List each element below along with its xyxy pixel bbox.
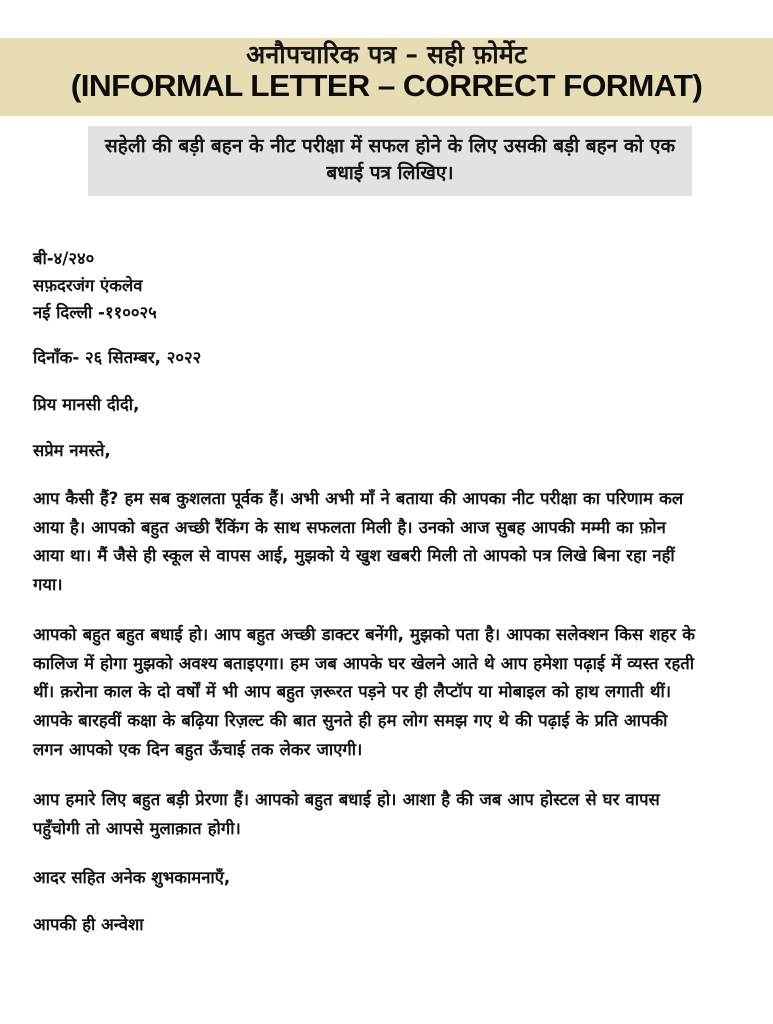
- salutation: प्रिय मानसी दीदी,: [33, 394, 140, 414]
- header-banner: [0, 38, 773, 116]
- signature-line: आपकी ही अन्वेशा: [33, 914, 144, 934]
- address-line-2: सफ़दरजंग एंकलेव: [33, 275, 143, 295]
- date-line: दिनाँक- २६ सितम्बर, २०२२: [33, 347, 202, 367]
- letter-body: [33, 246, 701, 939]
- letter-paragraph-2: आपको बहुत बहुत बधाई हो। आप बहुत अच्छी डाक्टर बनेंगी, मुझको पता है। आपका सलेक्शन किस शहर के कालिज में होगा मुझको अवश्य बताइएगा। हम जब आपके घर खेलने आते थे आप हमेशा पढ़ाई में व्यस्त रहती थीं। क़रोना काल के दो वर्षों में भी आप बहुत ज़रूरत पड़ने पर ही लैप्टॉप या मोबाइल को हाथ लगाती थीं। आपके बारहवीं कक्षा के बढ़िया रिज़ल्ट की बात सुनते ही हम लोग समझ गए थे की पढ़ाई के प्रति आपकी लगन आपको एक दिन बहुत ऊँचाई तक लेकर जाएगी।: [33, 625, 696, 759]
- address-line-3: नई दिल्ली -११००२५: [33, 302, 157, 322]
- address-line-1: बी-४/२४०: [33, 249, 95, 268]
- closing-line: आदर सहित अनेक शुभकामनाएँ,: [33, 868, 231, 888]
- spacer-after-salutation: [33, 418, 701, 438]
- spacer-after-paragraph-3: [33, 843, 701, 865]
- question-prompt-text: सहेली की बड़ी बहन के नीट परीक्षा में सफल होने के लिए उसकी बड़ी बहन को एक बधाई पत्र लिखिए।: [104, 135, 676, 184]
- question-prompt-box: [88, 126, 692, 196]
- letter-paragraph-3: आप हमारे लिए बहुत बड़ी प्रेरणा हैं। आपको बहुत बधाई हो। आशा है की जब आप होस्टल से घर वापस पहुँचोगी तो आपसे मुलाक़ात होगी।: [33, 790, 660, 838]
- spacer-after-greeting: [33, 465, 701, 485]
- letter-paragraph-1: आप कैसी हैं? हम सब कुशलता पूर्वक हैं। अभी अभी माँ ने बताया की आपका नीट परीक्षा का परिणाम कल आया है। आपको बहुत अच्छी रैंकिंग के साथ सफलता मिली है। उनको आज सुबह आपकी मम्मी का फ़ोन आया था। मैं जैसे ही स्कूल से वापस आई, मुझको ये खुश खबरी मिली तो आपको पत्र लिखे बिना रहा नहीं गया।: [33, 489, 684, 594]
- sender-address-block: [33, 246, 701, 327]
- page-title-english: (INFORMAL LETTER – CORRECT FORMAT): [70, 68, 703, 104]
- spacer-after-date: [33, 372, 701, 392]
- spacer-after-paragraph-1: [33, 599, 701, 621]
- spacer-after-closing: [33, 892, 701, 912]
- spacer-after-address: [33, 327, 701, 345]
- spacer-after-paragraph-2: [33, 764, 701, 786]
- greeting: सप्रेम नमस्ते,: [33, 441, 111, 461]
- page-title-hindi: अनौपचारिक पत्र – सही फ़ोर्मेट: [246, 40, 527, 69]
